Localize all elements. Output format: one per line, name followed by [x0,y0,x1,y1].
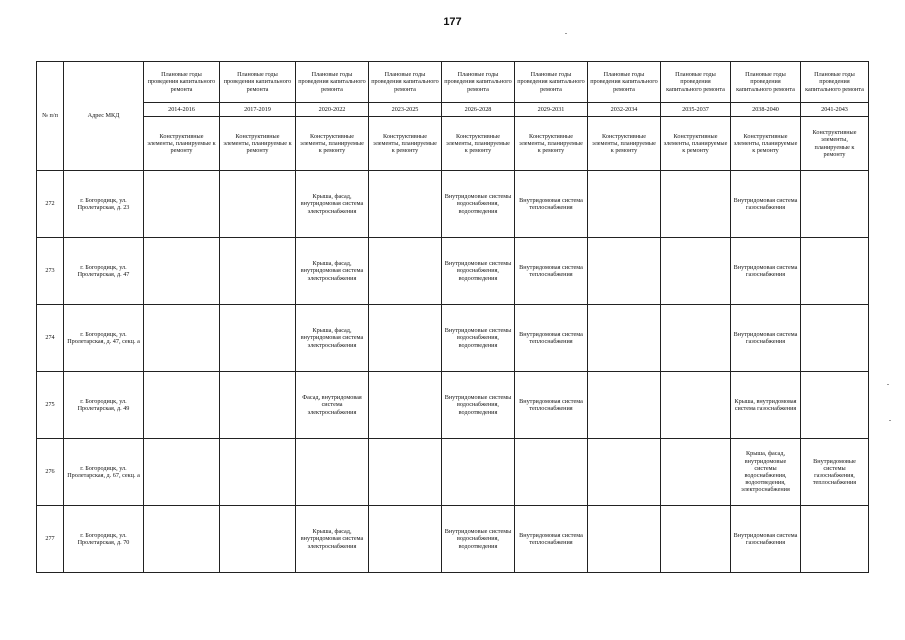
repair-cell: Внутридомовые системы водоснабжения, водоотведения [442,238,515,305]
repair-cell: Внутридомовая система теплоснабжения [515,305,588,372]
year-range: 2014-2016 [144,103,220,117]
repair-cell: Внутридомовые системы водоснабжения, водоотведения [442,305,515,372]
repair-cell [661,305,731,372]
repair-cell [369,305,442,372]
repair-cell [661,506,731,573]
period-header: Плановые годы проведения капитального ремонта [588,62,661,103]
year-range: 2032-2034 [588,103,661,117]
repair-cell: Крыша, внутридомовая система газоснабжения [731,372,801,439]
repair-cell [588,171,661,238]
scan-speck [887,384,889,385]
year-range: 2038-2040 [731,103,801,117]
elements-subheader: Конструктивные элементы, планируемые к ремонту [296,117,369,171]
years-row [37,103,869,117]
repair-cell [661,238,731,305]
repair-cell [220,506,296,573]
row-number: 276 [37,439,64,506]
row-address: г. Богородицк, ул. Пролетарская, д. 47, секц. а [64,305,144,372]
capital-repair-table [36,61,869,573]
repair-cell [369,171,442,238]
table-row [37,171,869,238]
table-row [37,372,869,439]
repair-cell: Внутридомовые системы водоснабжения, водоотведения [442,171,515,238]
row-address: г. Богородицк, ул. Пролетарская, д. 67, секц. а [64,439,144,506]
year-range: 2023-2025 [369,103,442,117]
year-range: 2041-2043 [801,103,869,117]
repair-cell [661,372,731,439]
row-number: 275 [37,372,64,439]
header-row [37,62,869,103]
repair-cell: Внутридомовые системы водоснабжения, водоотведения [442,506,515,573]
repair-cell: Внутридомовая система теплоснабжения [515,372,588,439]
repair-cell [588,506,661,573]
repair-cell [588,305,661,372]
scan-speck [889,420,891,421]
period-header: Плановые годы проведения капитального ремонта [801,62,869,103]
repair-cell: Крыша, фасад, внутридомовая система электроснабжения [296,506,369,573]
elements-subheader: Конструктивные элементы, планируемые к ремонту [731,117,801,171]
period-header: Плановые годы проведения капитального ремонта [661,62,731,103]
repair-cell: Внутридомовая система газоснабжения [731,171,801,238]
repair-cell [220,238,296,305]
repair-cell [220,305,296,372]
year-range: 2017-2019 [220,103,296,117]
repair-cell [144,439,220,506]
repair-cell [144,238,220,305]
repair-cell: Крыша, фасад, внутридомовая система электроснабжения [296,171,369,238]
repair-cell: Внутридомовая система теплоснабжения [515,506,588,573]
table-row [37,305,869,372]
repair-cell [296,439,369,506]
period-header: Плановые годы проведения капитального ремонта [296,62,369,103]
repair-cell [801,171,869,238]
table-row [37,439,869,506]
repair-cell [220,372,296,439]
scan-speck [565,33,567,34]
repair-cell [588,372,661,439]
repair-cell [144,171,220,238]
table-row [37,506,869,573]
year-range: 2035-2037 [661,103,731,117]
repair-cell: Крыша, фасад, внутридомовые системы водоснабжения, водоотведения, электроснабжения [731,439,801,506]
repair-cell: Крыша, фасад, внутридомовая система электроснабжения [296,238,369,305]
elements-subheader: Конструктивные элементы, планируемые к ремонту [369,117,442,171]
repair-cell [588,238,661,305]
repair-cell [220,439,296,506]
repair-cell [801,372,869,439]
repair-cell [369,506,442,573]
repair-cell [144,372,220,439]
period-header: Плановые годы проведения капитального ремонта [369,62,442,103]
period-header: Плановые годы проведения капитального ремонта [442,62,515,103]
elements-subheader: Конструктивные элементы, планируемые к ремонту [515,117,588,171]
repair-cell: Внутридомовые системы водоснабжения, водоотведения [442,372,515,439]
repair-cell [220,171,296,238]
row-number: 272 [37,171,64,238]
row-address: г. Богородицк, ул. Пролетарская, д. 49 [64,372,144,439]
period-header: Плановые годы проведения капитального ремонта [731,62,801,103]
repair-cell [369,372,442,439]
period-header: Плановые годы проведения капитального ремонта [220,62,296,103]
repair-cell: Внутридомовая система газоснабжения [731,506,801,573]
repair-cell [369,439,442,506]
repair-cell [801,238,869,305]
repair-cell [801,506,869,573]
repair-cell [588,439,661,506]
address-header: Адрес МКД [64,62,144,171]
page-number: 177 [443,16,462,28]
row-address: г. Богородицк, ул. Пролетарская, д. 70 [64,506,144,573]
row-address: г. Богородицк, ул. Пролетарская, д. 47 [64,238,144,305]
repair-cell: Фасад, внутридомовая система электроснабжения [296,372,369,439]
elements-subheader: Конструктивные элементы, планируемые к ремонту [442,117,515,171]
period-header: Плановые годы проведения капитального ремонта [144,62,220,103]
year-range: 2020-2022 [296,103,369,117]
repair-cell [801,305,869,372]
table-row [37,238,869,305]
repair-cell [661,439,731,506]
repair-cell: Внутридомовая система газоснабжения [731,238,801,305]
year-range: 2029-2031 [515,103,588,117]
period-header: Плановые годы проведения капитального ремонта [515,62,588,103]
elements-subheader: Конструктивные элементы, планируемые к ремонту [588,117,661,171]
row-address: г. Богородицк, ул. Пролетарская, д. 23 [64,171,144,238]
row-number: 277 [37,506,64,573]
repair-cell [515,439,588,506]
repair-cell: Крыша, фасад, внутридомовая система электроснабжения [296,305,369,372]
num-header: № п/п [37,62,64,171]
elements-subheader: Конструктивные элементы, планируемые к ремонту [144,117,220,171]
subheader-row [37,117,869,171]
year-range: 2026-2028 [442,103,515,117]
repair-cell: Внутридомовая система теплоснабжения [515,238,588,305]
elements-subheader: Конструктивные элементы, планируемые к ремонту [661,117,731,171]
repair-cell [144,506,220,573]
repair-cell [661,171,731,238]
repair-cell [144,305,220,372]
elements-subheader: Конструктивные элементы, планируемые к ремонту [801,117,869,171]
repair-cell: Внутридомовые системы газоснабжения, теплоснабжения [801,439,869,506]
repair-cell: Внутридомовая система теплоснабжения [515,171,588,238]
elements-subheader: Конструктивные элементы, планируемые к ремонту [220,117,296,171]
row-number: 274 [37,305,64,372]
repair-cell [442,439,515,506]
repair-cell: Внутридомовая система газоснабжения [731,305,801,372]
repair-cell [369,238,442,305]
row-number: 273 [37,238,64,305]
